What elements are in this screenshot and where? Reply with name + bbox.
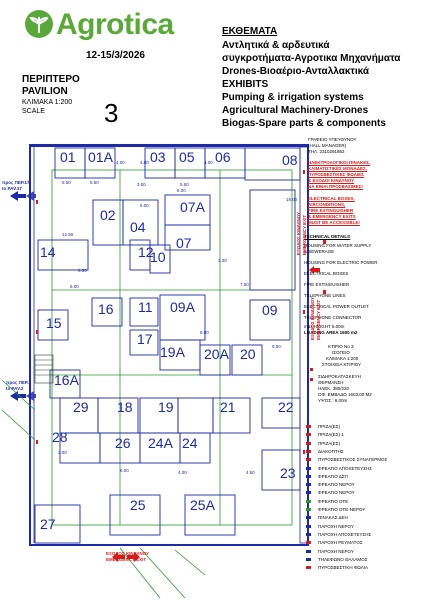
stand-label: 10: [150, 249, 166, 265]
scale-en: SCALE: [22, 108, 45, 115]
exhibits-en-title: EXHIBITS: [222, 79, 269, 90]
stand-label: 16A: [54, 372, 79, 388]
legend-symbol-icon: [306, 433, 311, 436]
stand-label: 17: [137, 331, 153, 347]
technical-item: ELECTRICAL BOXES: [304, 271, 349, 276]
stand-label: 11: [138, 299, 153, 315]
legend-symbol-label: ΦΡΕΑΤΙΟ ΑΠΟΧΕΤΕΥΣΗΣ: [318, 465, 373, 471]
warning-gr-line: ΗΛΕΚΤΡΟΛΟΓΙΚΟΙ ΠΙΝΑΚΕΣ,: [308, 160, 371, 165]
stand-label: 25: [130, 497, 146, 513]
dimension-label: 5.50: [90, 180, 99, 185]
legend-symbol-label: ΠΑΡΟΧΗ ΝΕΡΟΥ: [318, 548, 354, 554]
legend-symbol-label: ΦΡΕΑΤΙΟ ΟΤΕ: [318, 498, 349, 504]
dimension-label: 5.50: [180, 182, 189, 187]
exit-right-gr-2: ΕΞΟΔΟΣ ΚΙΝΔΥΝΟΥ: [310, 296, 315, 340]
legend-symbol-label: ΦΡΕΑΤΙΟ ΔΣΠ: [318, 473, 348, 479]
exit-to-pav2-gr: προς ΠΕΡ.2: [6, 380, 31, 385]
stand-label: 01: [60, 149, 76, 165]
technical-item: TELEPHONE CONNECTOR: [304, 315, 362, 320]
dimension-label: 12.50: [62, 232, 74, 237]
legend-symbol-icon: [306, 541, 311, 544]
legend-symbol-label: ΦΡΕΑΤΙΟ ΝΕΡΟΥ: [318, 482, 355, 488]
brand-name: Agrotica: [56, 8, 174, 41]
exhibits-en-line: Biogas-Spare parts & components: [222, 118, 386, 129]
exit-bottom-en: EMERGENCY EXIT: [106, 557, 147, 562]
stand-label: 24: [182, 435, 198, 451]
legend-symbol-label: ΠΡΙΖΑ(ΕΣ): [318, 424, 341, 429]
stand-label: 22: [278, 399, 294, 415]
exit-to-pav17-gr: προς ΠΕΡ.17: [2, 180, 30, 185]
legend-symbol-label: ΠΥΡΟΣΒΕΣΤΙΚΗ ΦΩΛΙΑ: [318, 565, 369, 571]
stand-label: 27: [40, 516, 56, 532]
dimension-label: 4.00: [204, 160, 213, 165]
event-dates: 12-15/3/2026: [86, 50, 145, 61]
building-line: ΣΤΟΙΧΕΙΑ ΚΤΙΡΙΟΥ: [322, 362, 362, 367]
dimension-label: 6.00: [177, 188, 186, 193]
legend-symbol-icon: [306, 508, 311, 511]
technical-item: HOUSING FOR WATER SUPPLY: [304, 243, 372, 248]
stand-label: 21: [220, 399, 236, 415]
stand-label: 14: [40, 244, 56, 260]
stand-label: 26: [115, 435, 131, 451]
legend-symbol-label: ΠΑΡΟΧΗ ΝΕΡΟΥ: [318, 523, 354, 529]
legend-symbol-label: ΠΥΡΟΣΒΕΣΤΙΚΟΣ ΣΥΝΑΓΕΡΜΟΣ: [318, 457, 388, 463]
exit-to-pav2-en: to PAV.2: [6, 386, 24, 391]
dimension-label: 3.00: [218, 258, 227, 263]
legend-symbol-icon: [306, 500, 311, 503]
warning-en-line: MUST BE ACCESSIBLE!: [308, 220, 360, 225]
stand-label: 16: [98, 301, 114, 317]
warning-gr-line: ΝΑ ΕΙΝΑΙ ΠΡΟΣΒΑΣΙΜΕΣ!: [308, 184, 363, 189]
legend-symbol-icon: [306, 516, 311, 519]
legend-symbol-icon: [306, 442, 311, 445]
building-line: ΟΦ. ΕΜΒΑΔΟ 1603.00 M2: [318, 392, 372, 397]
legend-symbol-icon: [306, 566, 311, 569]
stand-label: 04: [130, 219, 146, 235]
stand-label: 24A: [148, 435, 173, 451]
exit-right-en-2: EMERGENCY EXIT: [316, 299, 321, 340]
legend-symbol-label: ΠΙΝΑΚΑΣ ΔΕΗ: [318, 515, 348, 521]
stand-label: 09: [262, 302, 278, 318]
technical-item: ELECTRICAL POWER OUTLET: [304, 304, 369, 309]
pavilion-number: 3: [104, 98, 119, 128]
exhibits-en-line: Pumping & irrigation systems: [222, 92, 364, 103]
dimension-label: 6.50: [78, 268, 87, 273]
stand-label: 19: [158, 399, 174, 415]
scale-gr: ΚΛΙΜΑΚΑ 1:200: [22, 99, 73, 106]
stand-label: 19A: [160, 344, 185, 360]
legend-symbol-icon: [306, 425, 311, 428]
dimension-label: 4.50: [246, 470, 255, 475]
legend-symbol-label: ΠΡΙΖΑ(ΕΣ) 1: [318, 432, 344, 438]
stand-label: 23: [280, 465, 296, 481]
stand-label: 29: [73, 399, 89, 415]
stand-label: 05: [179, 149, 195, 165]
legend-symbol-icon: [306, 475, 311, 478]
exit-right-en: EMERGENCY EXIT: [302, 214, 307, 255]
exit-to-pav17-en: to PAV.17: [2, 186, 22, 191]
stand-label: 03: [150, 149, 166, 165]
technical-item: LOADING AREA 1600 m2: [304, 330, 358, 335]
stand-label: 09A: [170, 299, 195, 315]
stand-label: 12: [138, 244, 154, 260]
stand-label: 06: [215, 149, 231, 165]
building-line: ΚΤΙΡΙΟ Νο 3: [328, 344, 354, 349]
building-line: ΣΙΔΗΡΟΚΑΤΑΣΚΕΥΗ: [318, 374, 361, 379]
legend-symbol-label: ΦΡΕΑΤΙΟ ΝΕΡΟΥ: [318, 490, 355, 496]
stand-label: 08: [282, 152, 298, 168]
warning-gr-line: & ΕΞΟΔΟΙ ΚΙΝΔΥΝΟΥ: [308, 178, 355, 183]
dimension-label: 6.00: [200, 330, 209, 335]
dimension-label: 9.50: [272, 344, 281, 349]
stand-label: 02: [100, 207, 116, 223]
technical-item: & SEWERAGE: [304, 249, 335, 254]
technical-title: TECHNICAL DETAILS: [304, 234, 351, 239]
technical-item: max HEIGHT 6.00m: [304, 324, 345, 329]
building-line: ΙΣΟΓΕΙΟ: [332, 350, 350, 355]
legend-symbol-icon: [306, 491, 311, 494]
legend-symbol-label: ΤΗΛΕΦΩΝΟ ΘΑΛΑΜΟΣ: [318, 556, 368, 562]
dimension-label: 4.00: [140, 160, 149, 165]
stand-label: 28: [52, 429, 68, 445]
legend-symbol-label: ΠΑΡΟΧΗ ΡΕΥΜΑΤΟΣ: [318, 540, 363, 546]
building-line: ΥΨΟΣ : 6.00m: [318, 398, 348, 403]
dimension-label: 4.00: [116, 160, 125, 165]
legend-symbol-icon: [306, 458, 311, 461]
stand-label: 18: [117, 399, 133, 415]
warning-gr-line: ΚΛΙΜΑΤΙΣΤΙΚΕΣ ΜΟΝΑΔΕΣ,: [308, 166, 367, 171]
pavilion-label-en: PAVILION: [22, 86, 68, 97]
stand-label: 20: [240, 346, 256, 362]
legend-symbol-label: ΔΙΑΚΟΠΤΗΣ: [318, 448, 344, 454]
warning-en-line: FIRE EXTINGUISHER: [308, 208, 354, 213]
exhibits-en-line: Agricultural Machinery-Drones: [222, 105, 369, 116]
legend-symbol-label: ΠΑΡΟΧΗ ΑΠΟΧΕΤΕΥΣΗΣ: [318, 531, 372, 537]
legend-symbol-icon: [306, 450, 311, 453]
warning-en-line: AIRCONDITIONS,: [308, 202, 346, 207]
dimension-label: 4.00: [178, 470, 187, 475]
dimension-label: 6.00: [70, 284, 79, 289]
legend-symbol-icon: [306, 525, 311, 528]
warning-en-line: ELECTRICAL BOXES,: [308, 196, 355, 201]
exhibits-gr-title: ΕΚΘΕΜΑΤΑ: [222, 26, 278, 37]
dimension-label: 5.50: [62, 180, 71, 185]
warning-en-line: & EMERGENCY EXITS: [308, 214, 356, 219]
building-line: ΗΛΕΚ. 380/220: [318, 386, 350, 391]
stand-label: 25A: [190, 497, 215, 513]
legend-symbol-label: ΦΡΕΑΤΙΟ ΟΤΕ-ΝΕΡΟΥ: [318, 507, 366, 512]
technical-item: FIRE EXTINGUISHER: [304, 282, 350, 287]
building-line: ΘΕΡΜΑΝΣΗ: [318, 380, 344, 385]
building-line: ΚΛΙΜΑΚΑ 1:200: [326, 356, 359, 361]
stand-label: 20A: [204, 346, 229, 362]
exhibits-gr-line: Drones-Βιοαέριο-Ανταλλακτικά: [222, 66, 370, 77]
dimension-label: 3.50: [137, 182, 146, 187]
exit-right-gr: ΕΞΟΔΟΣ ΚΙΝΔΥΝΟΥ: [296, 211, 301, 255]
technical-item: TELEPHONE LINES: [304, 293, 346, 298]
stand-label: 07A: [180, 199, 205, 215]
dimension-label: 7.50: [240, 282, 249, 287]
pavilion-label-gr: ΠΕΡΙΠΤΕΡΟ: [22, 74, 80, 85]
stand-label: 07: [176, 235, 192, 251]
exhibits-gr-line: Αντλητικά & αρδευτικά: [222, 40, 330, 51]
legend-symbol-icon: [306, 550, 311, 553]
exhibits-gr-line: συγκροτήματα-Αγροτικα Μηχανήματα: [222, 53, 401, 64]
legend-symbol-icon: [306, 483, 311, 486]
legend-symbol-icon: [306, 533, 311, 536]
stand-label: 15: [46, 315, 62, 331]
manager-line: ΤΗΛ. 2310291862: [308, 149, 345, 154]
stand-label: 01A: [88, 149, 113, 165]
dimension-label: 6.00: [140, 203, 149, 208]
warning-gr-line: ΠΥΡΟΣΒΕΣΤΙΚΕΣ ΦΩΛΙΕΣ: [308, 172, 364, 177]
manager-line: (HALL MANAGER): [308, 143, 347, 148]
manager-line: ΓΡΑΦΕΙΟ ΥΠΕΥΘΥΝΟΥ: [308, 137, 357, 142]
dimension-label: 6.00: [120, 468, 129, 473]
dimension-label: 18.00: [286, 197, 298, 202]
exit-bottom-gr: ΕΞΟΔΟΣ ΚΙΝΔΥΝΟΥ: [106, 551, 150, 556]
legend-symbol-label: ΠΡΙΖΑ(ΕΣ): [318, 440, 341, 446]
legend-symbol-icon: [306, 558, 311, 561]
technical-item: HOUSING FOR ELECTRIC POWER: [304, 260, 378, 265]
legend-symbol-icon: [306, 467, 311, 470]
dimension-label: 3.00: [58, 450, 67, 455]
